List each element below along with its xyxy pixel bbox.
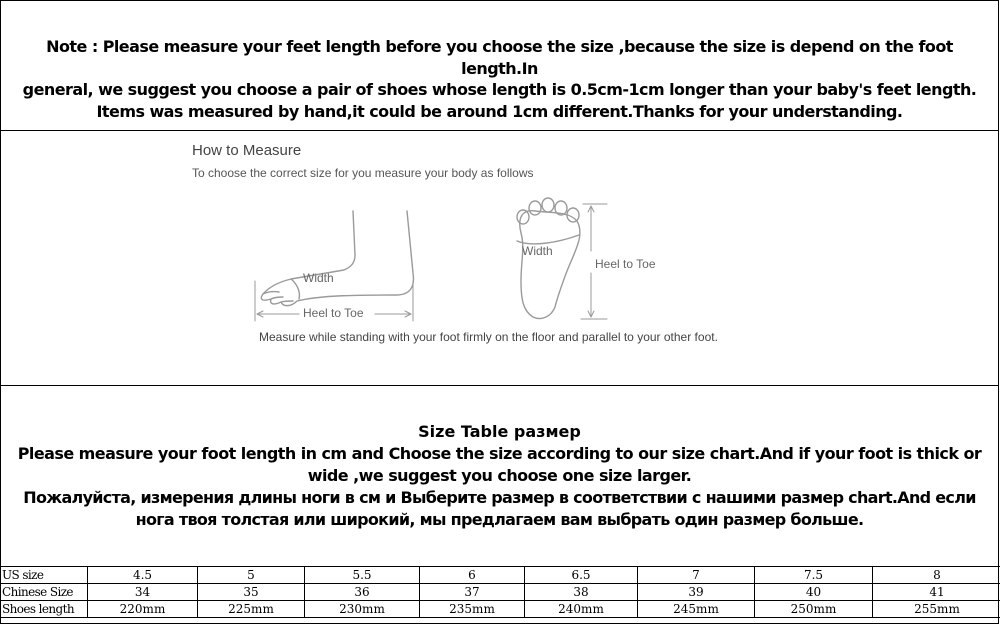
table-cell: 4.5 xyxy=(88,567,198,584)
table-row-shoes-length xyxy=(1,601,1000,618)
note-line: general, we suggest you choose a pair of shoes whose length is 0.5cm-1cm longer than your baby's feet length. xyxy=(22,80,977,99)
table-row-chinese-size xyxy=(1,584,1000,601)
description-line: Пожалуйста, измерения длины ноги в см и Выберите размер в соответствии с нашими размер chart.And если xyxy=(23,488,976,507)
table-cell: 240mm xyxy=(525,601,638,618)
description-line: Please measure your foot length in cm and Choose the size according to our size chart.And if your foot is thick or xyxy=(17,444,982,463)
table-row-us-size xyxy=(1,567,1000,584)
table-cell: 245mm xyxy=(638,601,755,618)
table-cell: 6.5 xyxy=(525,567,638,584)
size-table xyxy=(0,566,1000,618)
row-header: Shoes length xyxy=(1,601,88,618)
size-table-section xyxy=(0,385,999,624)
table-cell: 34 xyxy=(88,584,198,601)
how-to-measure-title: How to Measure xyxy=(192,142,302,159)
row-header: US size xyxy=(1,567,88,584)
table-cell: 35 xyxy=(198,584,305,601)
how-to-measure-section xyxy=(0,130,999,386)
table-cell: 7 xyxy=(638,567,755,584)
top-heel-to-toe-label: Heel to Toe xyxy=(595,257,656,271)
table-cell: 250mm xyxy=(755,601,873,618)
table-cell: 38 xyxy=(525,584,638,601)
size-description-english xyxy=(5,443,994,487)
table-cell: 5.5 xyxy=(305,567,420,584)
table-cell: 255mm xyxy=(873,601,1000,618)
foot-illustration xyxy=(1,131,999,385)
size-description-russian xyxy=(5,487,994,531)
note-line: Note : Please measure your feet length before you choose the size ,because the size is depend on the foot length.In xyxy=(46,37,953,78)
size-table-title: Size Table размер xyxy=(418,422,581,441)
table-cell: 8 xyxy=(873,567,1000,584)
table-cell: 5 xyxy=(198,567,305,584)
table-cell: 6 xyxy=(420,567,525,584)
table-cell: 40 xyxy=(755,584,873,601)
side-heel-to-toe-label: Heel to Toe xyxy=(303,306,364,320)
table-cell: 41 xyxy=(873,584,1000,601)
table-cell: 7.5 xyxy=(755,567,873,584)
row-header: Chinese Size xyxy=(1,584,88,601)
top-foot-icon xyxy=(517,198,580,319)
note-line: Items was measured by hand,it could be around 1cm different.Thanks for your understanding. xyxy=(96,101,903,121)
table-cell: 37 xyxy=(420,584,525,601)
table-cell: 36 xyxy=(305,584,420,601)
note-text xyxy=(7,36,992,122)
side-foot-icon xyxy=(261,211,413,306)
table-cell: 39 xyxy=(638,584,755,601)
note-section xyxy=(0,0,999,131)
description-line: wide ,we suggest you choose one size larger. xyxy=(307,466,692,485)
table-cell: 220mm xyxy=(88,601,198,618)
table-cell: 225mm xyxy=(198,601,305,618)
side-width-label: Width xyxy=(303,271,334,285)
top-width-label: Width xyxy=(522,244,553,258)
table-cell: 235mm xyxy=(420,601,525,618)
table-cell: 230mm xyxy=(305,601,420,618)
how-to-measure-subtitle: To choose the correct size for you measure your body as follows xyxy=(192,166,534,180)
how-to-measure-footer: Measure while standing with your foot firmly on the floor and parallel to your other foot. xyxy=(259,330,718,344)
description-line: нога твоя толстая или широкий, мы предлагаем вам выбрать один размер больше. xyxy=(135,510,864,529)
